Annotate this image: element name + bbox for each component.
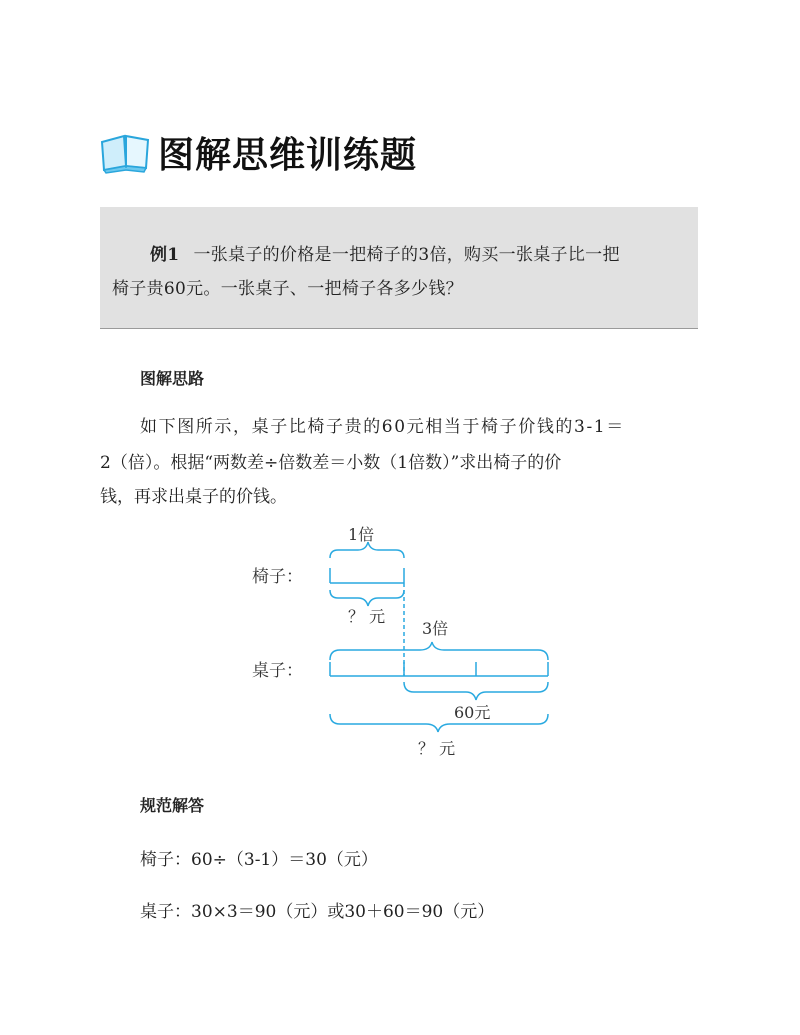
solution-table: 桌子：30×3＝90（元）或30＋60＝90（元） [140,902,495,922]
solution-heading: 规范解答 [140,796,205,815]
page-title: 图解思维训练题 [158,133,418,176]
difference-label: 60元 [454,703,491,722]
solution-chair: 椅子：60÷（3-1）＝30（元） [140,850,378,870]
segment-diagram [240,518,570,768]
thinking-line-2: 2（倍）。根据“两数差÷倍数差＝小数（1倍数）”求出椅子的价 [100,453,562,473]
one-times-label: 1倍 [348,525,375,544]
table-top-brace [330,642,548,660]
three-times-label: 3倍 [422,619,449,638]
table-total-brace [330,714,548,732]
difference-brace [404,682,548,700]
chair-unknown-label: ？ 元 [348,607,386,626]
chair-label: 椅子： [252,567,303,587]
example-label: 例1 [150,245,180,265]
thinking-line-3: 钱，再求出桌子的价钱。 [100,487,287,507]
table-unknown-label: ？ 元 [418,739,456,758]
book-icon [100,130,152,174]
thinking-heading: 图解思路 [140,369,205,388]
chair-bottom-brace [330,590,404,606]
example-line-2: 椅子贵60元。一张桌子、一把椅子各多少钱？ [112,279,463,299]
page-title-bar [100,124,417,180]
table-label: 桌子： [252,661,303,681]
example-box [100,207,698,329]
example-line-1 [150,240,620,265]
chair-top-brace [330,542,404,558]
example-text-1: 一张桌子的价格是一把椅子的3倍，购买一张桌子比一把 [193,245,620,265]
thinking-line-1: 如下图所示，桌子比椅子贵的60元相当于椅子价钱的3-1＝ [140,417,625,437]
